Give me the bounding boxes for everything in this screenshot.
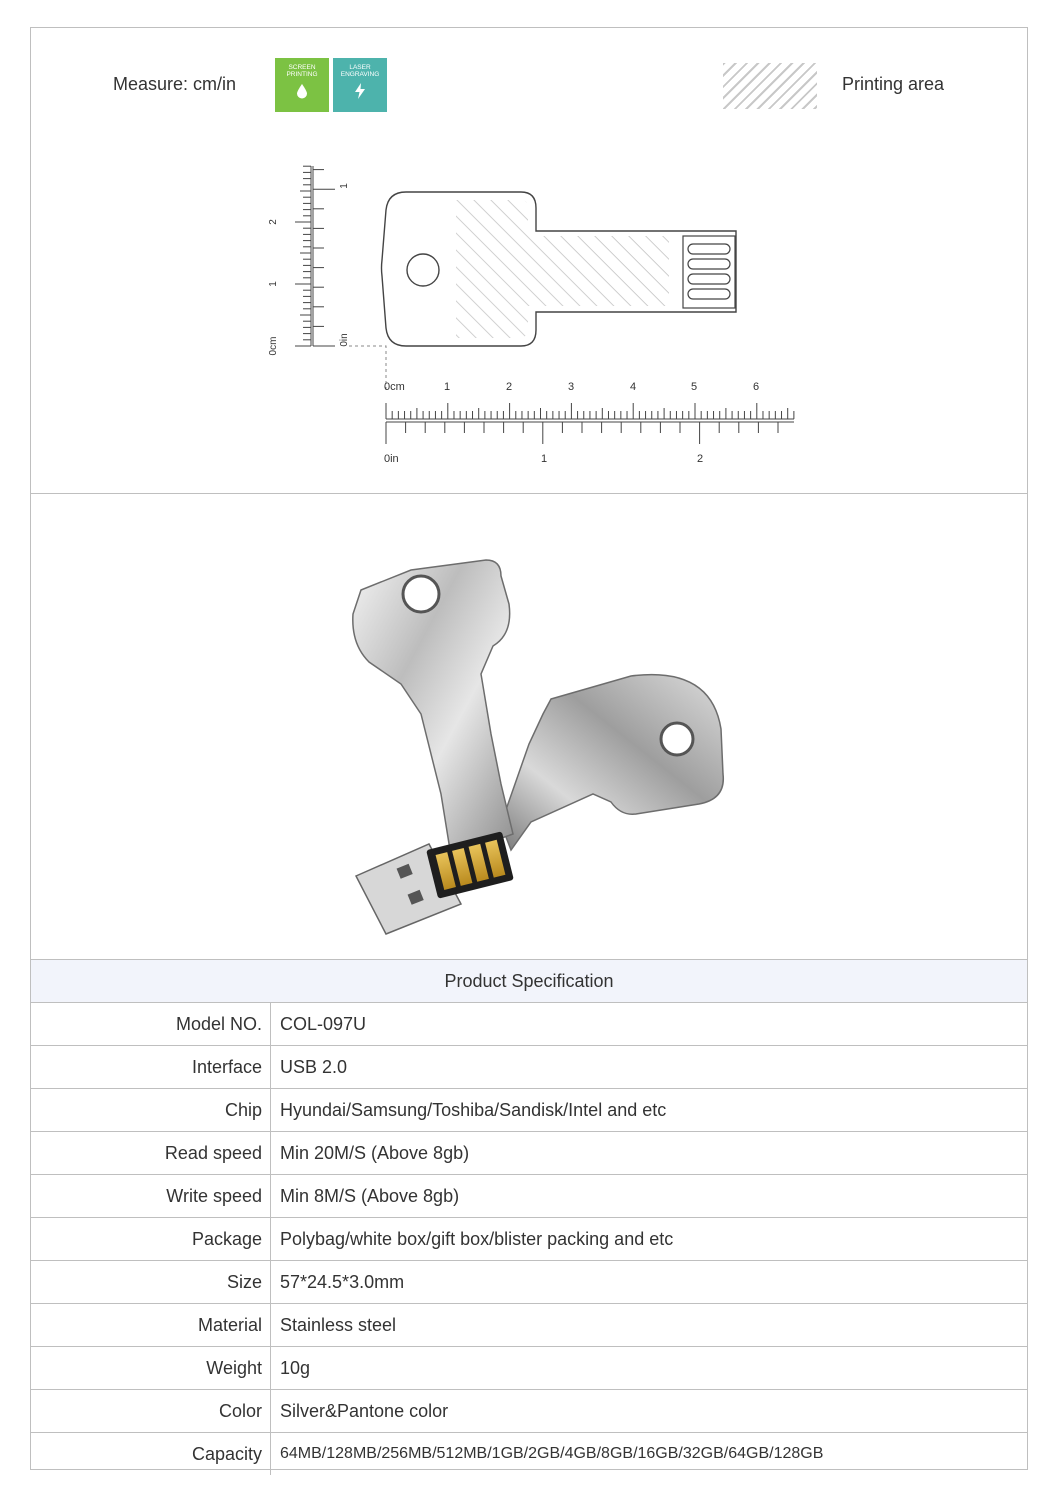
spec-value: COL-097U xyxy=(280,1014,367,1034)
spec-label: Interface xyxy=(31,1046,271,1088)
spec-value: Min 8M/S (Above 8gb) xyxy=(280,1186,460,1206)
vruler-in-label-0: 0in xyxy=(339,333,350,347)
table-row xyxy=(31,1132,1027,1175)
hruler-cm-label-1: 1 xyxy=(443,381,451,393)
laser-engraving-badge: LASER ENGRAVING xyxy=(333,58,387,112)
hruler-cm-label-2: 2 xyxy=(505,381,513,393)
spec-value: 57*24.5*3.0mm xyxy=(280,1272,405,1292)
usb-pin xyxy=(688,289,730,299)
usb-pin xyxy=(688,259,730,269)
hruler-cm-label-6: 6 xyxy=(752,381,760,393)
back-key-hole xyxy=(661,723,693,755)
spec-title: Product Specification xyxy=(31,960,1027,1003)
table-row xyxy=(31,1347,1027,1390)
spec-label: Weight xyxy=(31,1347,271,1389)
screen-printing-badge: SCREEN PRINTING xyxy=(275,58,329,112)
vruler-cm-label-0: 0cm xyxy=(268,336,279,356)
measure-label: Measure: cm/in xyxy=(113,74,237,94)
vertical-ruler xyxy=(295,166,335,346)
page-frame xyxy=(30,27,1028,1470)
horizontal-ruler xyxy=(386,403,794,444)
dimension-section xyxy=(31,28,1027,494)
hruler-in-label-1: 1 xyxy=(540,453,548,465)
usb-pin xyxy=(688,274,730,284)
front-key-hole xyxy=(403,576,439,612)
hruler-cm-label-4: 4 xyxy=(629,381,637,393)
table-row xyxy=(31,1003,1027,1046)
table-row xyxy=(31,1046,1027,1089)
spec-value: 10g xyxy=(280,1358,311,1378)
usb-pin xyxy=(688,244,730,254)
product-spec-table xyxy=(31,960,1027,1475)
hruler-cm-label-5: 5 xyxy=(690,381,698,393)
table-row xyxy=(31,1218,1027,1261)
spec-value: 64MB/128MB/256MB/512MB/1GB/2GB/4GB/8GB/16GB/32GB/64GB/128GB xyxy=(280,1445,824,1462)
vruler-in-label-1: 1 xyxy=(339,183,350,189)
printing-area-hatch xyxy=(456,200,669,338)
back-key-body xyxy=(501,675,723,850)
table-row xyxy=(31,1175,1027,1218)
spec-value: Polybag/white box/gift box/blister packing and etc xyxy=(280,1229,674,1249)
product-photo-section xyxy=(31,494,1027,960)
product-photo xyxy=(31,494,1027,959)
table-row xyxy=(31,1390,1027,1433)
hruler-in-label-2: 2 xyxy=(696,453,704,465)
vruler-cm-label-1: 1 xyxy=(268,281,279,287)
hruler-cm-label-0: 0cm xyxy=(384,381,405,393)
hruler-cm-label-3: 3 xyxy=(567,381,575,393)
guide-dashed-line xyxy=(349,346,386,392)
spec-label: Write speed xyxy=(31,1175,271,1217)
table-row xyxy=(31,1089,1027,1132)
printing-area-label: Printing area xyxy=(842,74,945,94)
key-dimension-diagram xyxy=(31,28,1027,493)
key-hole xyxy=(407,254,439,286)
spec-value: USB 2.0 xyxy=(280,1057,348,1077)
spec-value: Silver&Pantone color xyxy=(280,1401,449,1421)
spec-label: Model NO. xyxy=(31,1003,271,1045)
hruler-in-label-0: 0in xyxy=(384,453,399,465)
spec-label: Chip xyxy=(31,1089,271,1131)
spec-label: Size xyxy=(31,1261,271,1303)
spec-label: Material xyxy=(31,1304,271,1346)
spec-value: Min 20M/S (Above 8gb) xyxy=(280,1143,470,1163)
vruler-cm-label-2: 2 xyxy=(268,219,279,225)
spec-value: Stainless steel xyxy=(280,1315,397,1335)
table-row xyxy=(31,1433,1027,1475)
table-row xyxy=(31,1304,1027,1347)
table-row xyxy=(31,1261,1027,1304)
spec-label: Capacity xyxy=(31,1433,271,1475)
spec-value: Hyundai/Samsung/Toshiba/Sandisk/Intel and etc xyxy=(280,1100,667,1120)
spec-label: Package xyxy=(31,1218,271,1260)
spec-label: Read speed xyxy=(31,1132,271,1174)
spec-label: Color xyxy=(31,1390,271,1432)
